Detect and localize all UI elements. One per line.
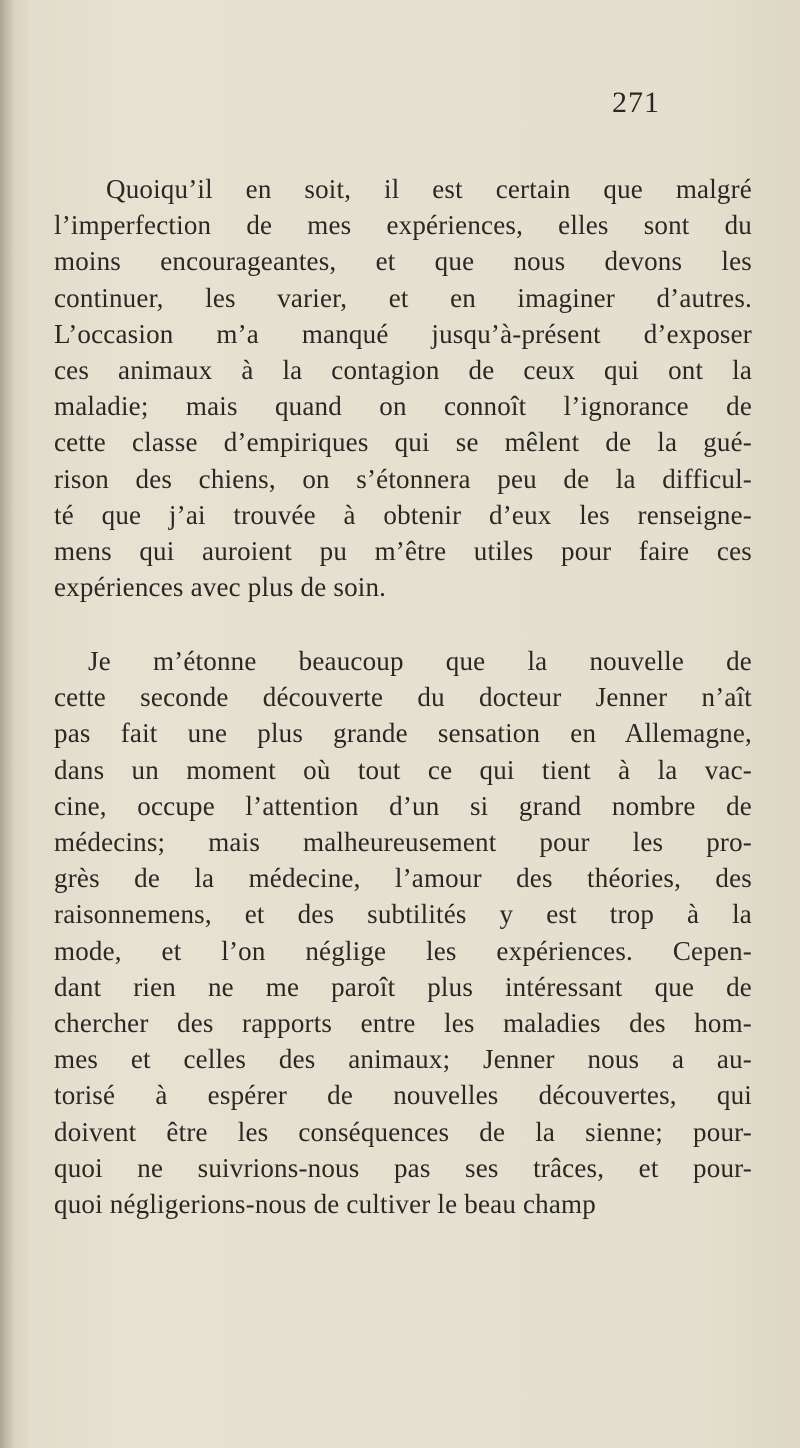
text-line: quoi négligerions-nous de cultiver le beau champ (54, 1189, 596, 1219)
text-line: Quoiqu’il en soit, il est certain que malgré (106, 174, 752, 204)
text-line: dans un moment où tout ce qui tient à la vac- (54, 754, 752, 785)
text-line: pas fait une plus grande sensation en Allemagne, (54, 718, 752, 749)
text-line: doivent être les conséquences de la sienne; pour- (54, 1116, 752, 1147)
text-line: grès de la médecine, l’amour des théories, des (54, 863, 752, 894)
page-binding-edge (0, 0, 14, 1448)
text-line: médecins; mais malheureusement pour les pro- (54, 827, 752, 857)
text-line: quoi ne suivrions-nous pas ses trâces, et pour- (54, 1152, 752, 1183)
text-line: mode, et l’on néglige les expériences. Cepen- (54, 935, 752, 966)
text-line: dant rien ne me paroît plus intéressant que de (54, 971, 752, 1002)
text-line: continuer, les varier, et en imaginer d’autres. (54, 282, 752, 313)
text-line: chercher des rapports entre les maladies des hom- (54, 1008, 752, 1038)
text-line: expériences avec plus de soin. (54, 572, 387, 603)
text-line: cette seconde découverte du docteur Jenner n’aît (54, 682, 752, 713)
text-line: cine, occupe l’attention d’un si grand nombre de (54, 790, 752, 821)
text-line: torisé à espérer de nouvelles découvertes, qui (54, 1080, 752, 1111)
text-line: mes et celles des animaux; Jenner nous a au- (54, 1044, 752, 1075)
page-number: 271 (612, 86, 660, 119)
text-line: Je m’étonne beaucoup que la nouvelle de (88, 646, 752, 676)
text-line: cette classe d’empiriques qui se mêlent de la gué- (54, 427, 752, 458)
text-line: moins encourageantes, et que nous devons les (54, 246, 752, 277)
text-line: L’occasion m’a manqué jusqu’à-présent d’exposer (54, 318, 752, 349)
text-line: l’imperfection de mes expériences, elles sont du (54, 210, 752, 241)
text-line: raisonnemens, et des subtilités y est trop à la (54, 899, 752, 930)
text-line: ces animaux à la contagion de ceux qui ont la (54, 355, 752, 385)
text-line: rison des chiens, on s’étonnera peu de la difficul- (54, 463, 752, 494)
text-line: mens qui auroient pu m’être utiles pour faire ces (54, 536, 752, 566)
text-line: té que j’ai trouvée à obtenir d’eux les renseigne- (54, 499, 752, 530)
text-line: maladie; mais quand on connoît l’ignorance de (54, 391, 752, 422)
